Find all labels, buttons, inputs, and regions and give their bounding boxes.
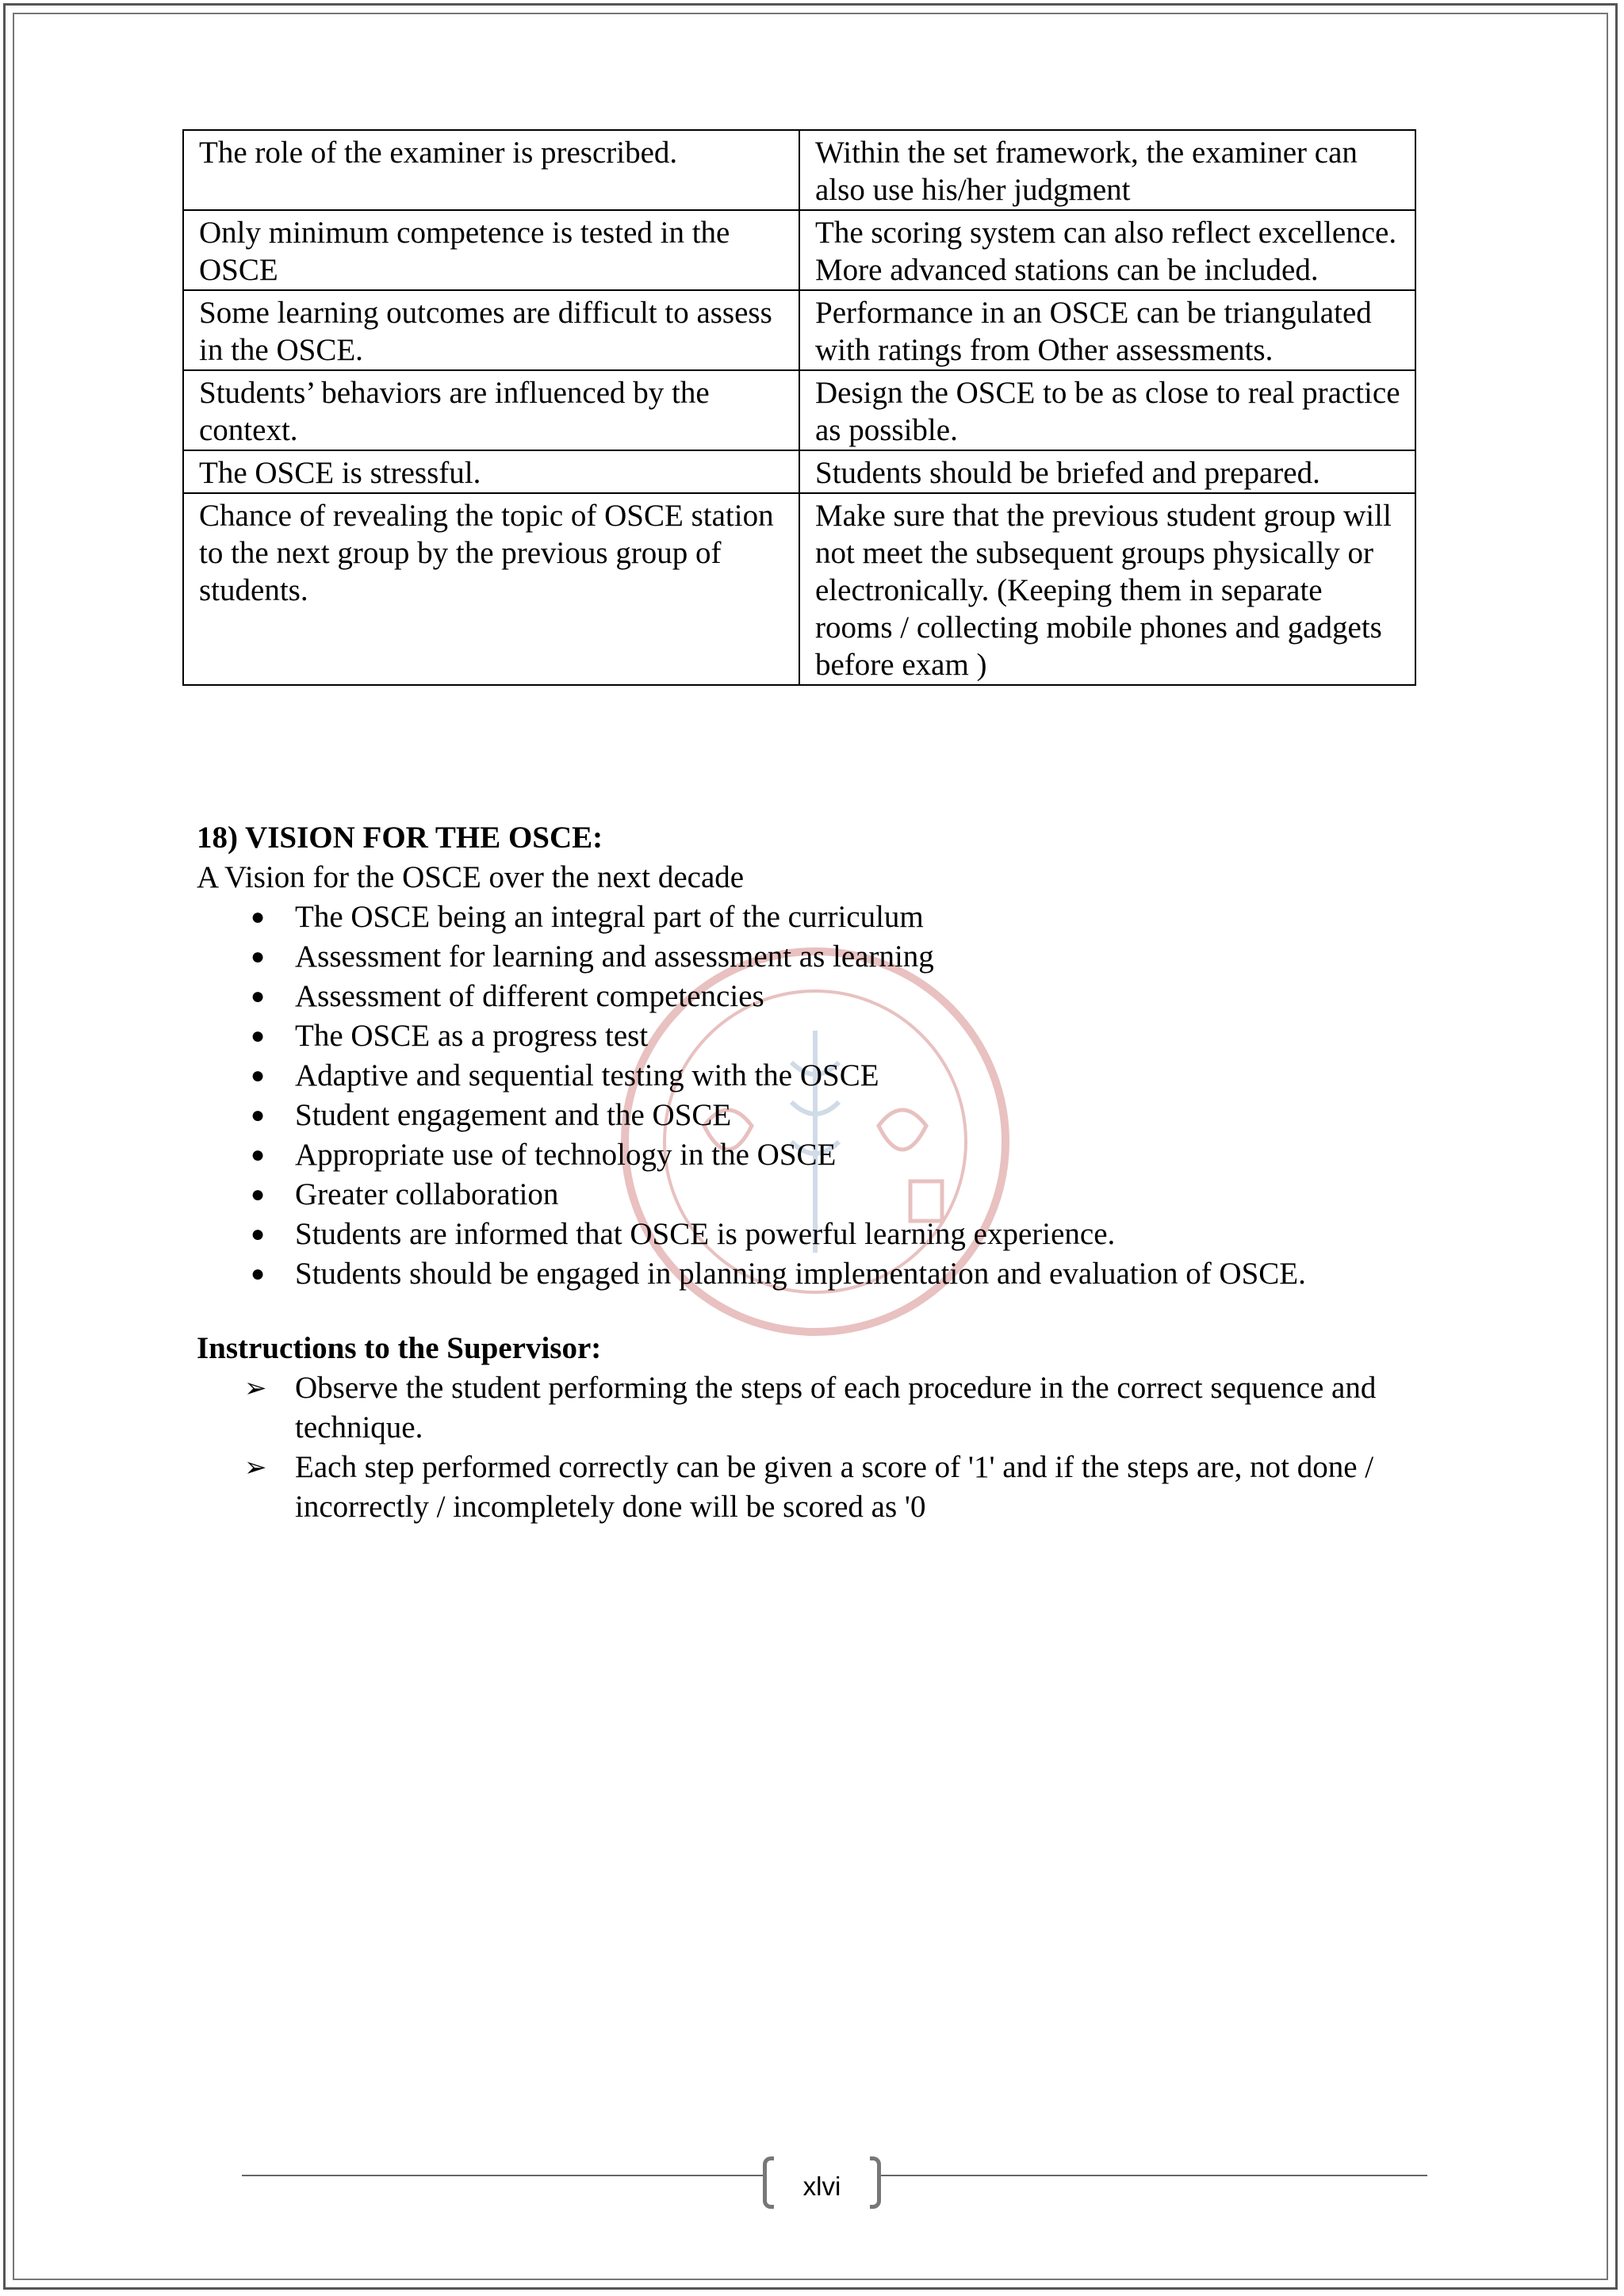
bullet-icon: ●: [251, 1181, 266, 1207]
bullet-icon: ●: [251, 1023, 266, 1049]
list-item-text: Greater collaboration: [295, 1177, 559, 1211]
table-cell: Students’ behaviors are influenced by the context.: [183, 370, 799, 450]
table-cell: Make sure that the previous student group will not meet the subsequent groups physically or electronically. (Keeping them in separate rooms / collecting mobile phones and gadgets before exam ): [799, 493, 1415, 685]
table-row: [183, 493, 1415, 685]
bullet-icon: ●: [251, 1062, 266, 1089]
table-cell: Performance in an OSCE can be triangulated with ratings from Other assessments.: [799, 290, 1415, 370]
bullet-icon: ●: [251, 1142, 266, 1168]
table-cell: Within the set framework, the examiner can also use his/her judgment: [799, 130, 1415, 210]
section-subheading: A Vision for the OSCE over the next decade: [197, 860, 745, 894]
instructions-heading: Instructions to the Supervisor:: [197, 1331, 602, 1365]
table-row: [183, 130, 1415, 210]
list-item: [197, 1175, 1434, 1215]
list-item-text: Students are informed that OSCE is powerful learning experience.: [295, 1217, 1116, 1251]
list-item: [197, 1016, 1434, 1056]
table-cell: The role of the examiner is prescribed.: [183, 130, 799, 210]
list-item-text: The OSCE being an integral part of the curriculum: [295, 900, 924, 934]
table-row: [183, 290, 1415, 370]
list-item-text: Assessment of different competencies: [295, 979, 764, 1013]
bullet-icon: ●: [251, 943, 266, 970]
content-section: [197, 818, 1434, 1527]
footer-rule-right: [878, 2175, 1427, 2176]
list-item: [197, 1135, 1434, 1175]
list-item: [197, 1096, 1434, 1135]
table-cell: Design the OSCE to be as close to real practice as possible.: [799, 370, 1415, 450]
table-cell: The OSCE is stressful.: [183, 450, 799, 493]
list-item-text: The OSCE as a progress test: [295, 1019, 649, 1053]
bullet-icon: ●: [251, 904, 266, 930]
footer-rule-left: [242, 2175, 765, 2176]
instructions-list: [197, 1368, 1434, 1527]
section-heading: 18) VISION FOR THE OSCE:: [197, 821, 603, 855]
bullet-icon: ●: [251, 1221, 266, 1247]
table-cell: Students should be briefed and prepared.: [799, 450, 1415, 493]
table-row: [183, 370, 1415, 450]
arrow-bullet-icon: ➢: [244, 1452, 267, 1483]
table-cell: Some learning outcomes are difficult to assess in the OSCE.: [183, 290, 799, 370]
table-cell: Chance of revealing the topic of OSCE station to the next group by the previous group of students.: [183, 493, 799, 685]
list-item: [197, 1215, 1434, 1254]
right-bracket-icon: [870, 2156, 881, 2209]
list-item-text: Adaptive and sequential testing with the OSCE: [295, 1058, 879, 1093]
list-item-text: Student engagement and the OSCE: [295, 1098, 732, 1132]
table-cell: Only minimum competence is tested in the OSCE: [183, 210, 799, 290]
list-item: [197, 977, 1434, 1016]
list-item: [197, 897, 1434, 937]
list-item: [197, 1056, 1434, 1096]
bullet-icon: ●: [251, 1102, 266, 1128]
table-row: [183, 210, 1415, 290]
comparison-table: [182, 129, 1416, 686]
list-item: [197, 1368, 1434, 1448]
left-bracket-icon: [763, 2156, 774, 2209]
bullet-icon: ●: [251, 1261, 266, 1287]
page-number: xlvi: [802, 2172, 841, 2201]
table-cell: The scoring system can also reflect excellence. More advanced stations can be included.: [799, 210, 1415, 290]
arrow-bullet-icon: ➢: [244, 1372, 267, 1404]
bullet-icon: ●: [251, 983, 266, 1009]
list-item-text: Each step performed correctly can be given a score of '1' and if the steps are, not done / incorrectly / incompletely done will be scored as '0: [295, 1450, 1374, 1524]
list-item-text: Assessment for learning and assessment as learning: [295, 939, 934, 974]
list-item: [197, 1448, 1434, 1527]
list-item-text: Observe the student performing the steps of each procedure in the correct sequence and technique.: [295, 1371, 1377, 1445]
list-item: [197, 1254, 1434, 1294]
list-item: [197, 937, 1434, 977]
vision-list: [197, 897, 1434, 1294]
list-item-text: Appropriate use of technology in the OSCE: [295, 1138, 837, 1172]
list-item-text: Students should be engaged in planning implementation and evaluation of OSCE.: [295, 1257, 1306, 1291]
table-row: [183, 450, 1415, 493]
